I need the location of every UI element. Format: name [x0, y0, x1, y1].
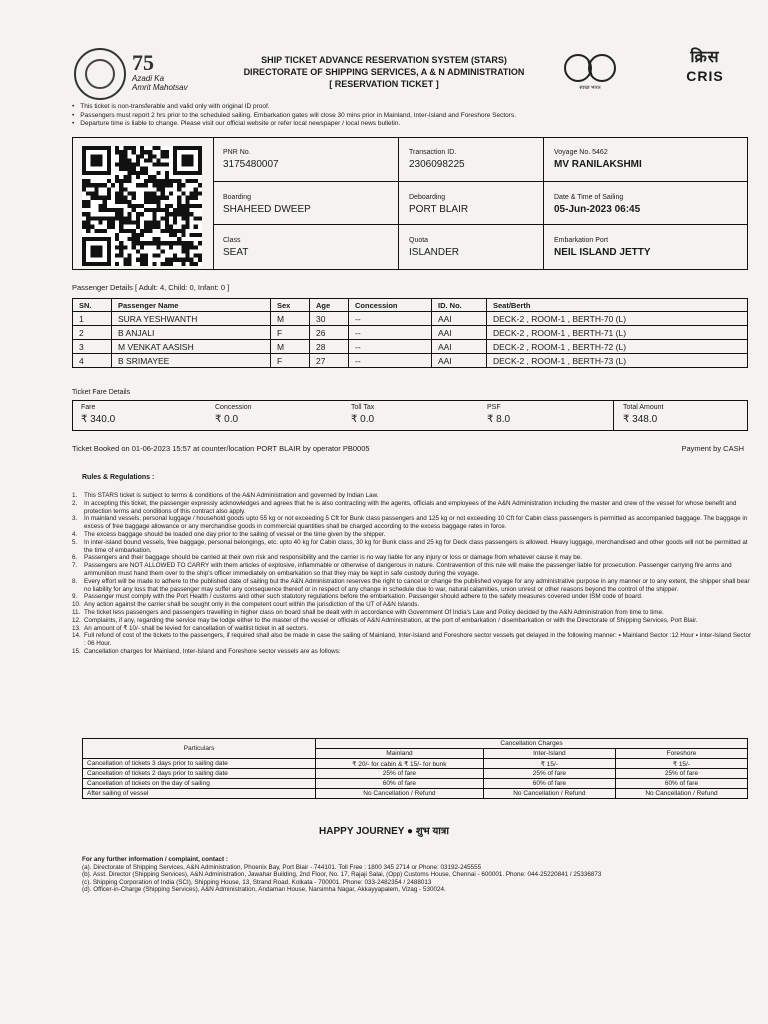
contact-line: (c). Shipping Corporation of India (SCI), Shipping House, 13, Strand Road, Kolkata - 700001. Phone: 033-2482354 / 2488013 [82, 878, 432, 886]
qr-code [82, 146, 202, 266]
rule-item: 15. Cancellation charges for Mainland, Inter-Island and Foreshore sector vessels are as follows: [72, 647, 341, 655]
col-header: Sex [271, 299, 310, 312]
rule-item: 9. Passenger must comply with the Port Health / customs and other such statutory regulations before the embarkation. Passenger should adhere to the safety measures covered under ISM code of board. [72, 593, 643, 601]
table-row: After sailing of vessel No Cancellation / Refund No Cancellation / Refund No Cancellation / Refund [83, 789, 748, 799]
contact-line: (a). Directorate of Shipping Services, A&N Administration, Phoenix Bay, Port Blair - 744101. Toll Free : 1800 345 2714 or Phone: 03192-245555 [82, 863, 482, 871]
booking-info: Ticket Booked on 01-06-2023 15:57 at counter/location PORT BLAIR by operator PB0005 [72, 444, 370, 453]
col-header: Passenger Name [112, 299, 271, 312]
rule-item: 14. Full refund of cost of the tickets to the passengers, if required shall also be made in case the sailing of Mainland, Inter-Island and Foreshore sector vessels get delayed in the following manner: ▪ Mainland Sector :12 Hour ▪ Inter-Island Sector : 06 Hour. [72, 632, 752, 648]
table-row: 1 SURA YESHWANTH M 30 -- AAI DECK-2 , ROOM-1 , BERTH-70 (L) [73, 312, 748, 326]
rule-item: 6. Passengers and their baggage should be carried at their own risk and responsibility and the carrier is no way liable for any injury or loss or damage from whatever cause it may be. [72, 554, 583, 562]
header-line-2: DIRECTORATE OF SHIPPING SERVICES, A & N ADMINISTRATION [243, 67, 525, 77]
rule-item: 3. In mainland vessels, personal luggage / household goods upto 55 kg or not exceeding 5 Cft for Bunk class passengers and 125 kg or not exceeding 10 Cft for Cabin class passengers is permitted as accompanied baggage. The baggage in excess of free baggage allowance or any merchandise goods in commercial quantities shall be charged according to the excess baggage rates in force. [72, 515, 748, 531]
table-row: 3 M VENKAT AASISH M 28 -- AAI DECK-2 , ROOM-1 , BERTH-72 (L) [73, 340, 748, 354]
note-item: • This ticket is non-transferable and valid only with original ID proof. [72, 103, 712, 112]
rule-item: 12. Complaints, if any, regarding the service may be lodge either to the master of the vessel or officials of A&N Administration, at the port of embarkation / disembarkation or with the Directorate of Shipping Services, Port Blair. [72, 616, 698, 624]
col-header: Age [310, 299, 349, 312]
table-header-row: Particulars Cancellation Charges [83, 739, 748, 749]
payment-method: Payment by CASH [681, 444, 744, 453]
note-item: • Departure time is liable to change. Please visit our official website or refer local newspaper / local news bulletin. [72, 120, 712, 129]
contact-line: (d). Officer-in-Charge (Shipping Services), A&N Administration, Andaman House, Narsimha Nagar, Akkayyapalem, Vizag - 530024. [82, 886, 446, 894]
col-header: ID. No. [432, 299, 487, 312]
col-header: SN. [73, 299, 112, 312]
ticket-notes [72, 103, 712, 129]
col-header: Concession [349, 299, 432, 312]
table-row: Cancellation of tickets 3 days prior to sailing date ₹ 20/- for cabin & ₹ 15/- for bunk ₹ 15/- ₹ 15/- [83, 759, 748, 769]
passenger-details-label: Passenger Details [ Adult: 4, Child: 0, Infant: 0 ] [72, 283, 230, 292]
rule-item: 8. Every effort will be made to adhere to the published date of sailing but the A&N Administration reserves the right to cancel or change the published voyage for any administrative purpose in any manner or to any extent, the shipper shall bear no liability for any loss that the passenger may suffer any consequence thereof or in respect of any change in schedule due to war, natural calamities, union unrest or other reasons beyond the control of the shipper. [72, 577, 750, 593]
contact-info [82, 856, 762, 894]
rule-item: 4. The excess baggage should be loaded one day prior to the sailing of vessel or the time given by the shipper. [72, 530, 386, 538]
psf-cell: PSF ₹ 8.0 [487, 404, 511, 425]
fare-cell: Fare ₹ 340.0 [81, 404, 116, 425]
class-cell: Class SEAT [223, 237, 249, 258]
table-header-row: Mainland Inter-Island Foreshore [83, 749, 748, 759]
note-item: • Passengers must report 2 hrs prior to the scheduled sailing. Embarkation gates will close 30 mins prior in Mainland, Inter-Island and Foreshore Sectors. [72, 112, 712, 121]
rule-item: 10. Any action against the carrier shall be sought only in the competent court within the jurisdiction of the UT of A&N Islands. [72, 601, 420, 609]
rule-item: 1. This STARS ticket is subject to terms & conditions of the A&N Administration and governed by Indian Law. [72, 492, 379, 499]
quota-cell: Quota ISLANDER [409, 237, 460, 258]
azadi-ka-amrit-mahotsav-logo: 75 Azadi Ka Amrit Mahotsav [132, 50, 188, 92]
concession-cell: Concession ₹ 0.0 [215, 404, 252, 425]
sailing-cell: Date & Time of Sailing 05-Jun-2023 06:45 [554, 194, 641, 215]
class-value: SEAT [223, 247, 249, 258]
boarding-cell: Boarding SHAHEED DWEEP [223, 194, 311, 215]
rules-heading: Rules & Regulations : [82, 474, 155, 481]
vessel-value: MV RANILAKSHMI [554, 159, 642, 170]
quota-value: ISLANDER [409, 247, 460, 258]
voyage-cell: Voyage No. 5462 MV RANILAKSHMI [554, 149, 642, 170]
rule-item: 11. The ticket less passengers and passengers travelling in higher class on board shall be dealt with in accordance with Government Of India's Law and Policy decided by the A&N Administration from time to time. [72, 608, 664, 616]
pnr-cell: PNR No. 3175480007 [223, 149, 279, 170]
ticket-header [0, 54, 768, 90]
table-row: Cancellation of tickets 2 days prior to sailing date 25% of fare 25% of fare 25% of fare [83, 769, 748, 779]
embarkation-cell: Embarkation Port NEIL ISLAND JETTY [554, 237, 651, 258]
total-cell: Total Amount ₹ 348.0 [623, 404, 664, 425]
rule-item: 13. An amount of ₹ 10/- shall be levied for cancellation of waitlist ticket in all sectors. [72, 624, 309, 632]
table-row: Cancellation of tickets on the day of sailing 60% of fare 60% of fare 60% of fare [83, 779, 748, 789]
svg-text:स्वच्छ भारत: स्वच्छ भारत [579, 85, 601, 91]
transaction-value: 2306098225 [409, 159, 465, 170]
table-row: 4 B SRIMAYEE F 27 -- AAI DECK-2 , ROOM-1 , BERTH-73 (L) [73, 354, 748, 368]
passenger-table [72, 298, 748, 368]
header-line-1: SHIP TICKET ADVANCE RESERVATION SYSTEM (STARS) [261, 55, 507, 65]
table-row: 2 B ANJALI F 26 -- AAI DECK-2 , ROOM-1 , BERTH-71 (L) [73, 326, 748, 340]
contact-heading: For any further information / complaint, contact : [82, 856, 228, 863]
sailing-value: 05-Jun-2023 06:45 [554, 204, 641, 215]
rule-item: 7. Passengers are NOT ALLOWED TO CARRY with them articles of explosive, inflammable or otherwise of dangerous in nature. Contravention of this rule will make the passenger liable for prosecution. Passenger carrying fire arms and ammunition must hand them over to the ship's officer immediately on embarkation so that they may be kept in safe custody during the voyage. [72, 562, 732, 577]
swachh-bharat-logo [560, 52, 620, 92]
deboarding-value: PORT BLAIR [409, 204, 469, 215]
fare-section-label: Ticket Fare Details [72, 389, 131, 396]
header-line-3: [ RESERVATION TICKET ] [329, 79, 439, 89]
table-header-row [73, 299, 748, 312]
col-header: Seat/Berth [487, 299, 748, 312]
embarkation-value: NEIL ISLAND JETTY [554, 247, 651, 258]
happy-journey: HAPPY JOURNEY ● शुभ यात्रा [319, 826, 449, 837]
rule-item: 5. In inter-island bound vessels, free baggage, personal belongings, etc. upto 40 kg for Cabin class, 30 kg for Bunk class and 25 kg for Deck class passengers is allowed. Heavy luggage, merchandised and other goods will not be permitted at the time of embarkation. [72, 538, 748, 554]
contact-line: (b). Asst. Director (Shipping Services), A&N Administration, Jawahar Building, 2nd Floor, No. 17, Rajaji Salai, (Opp) Customs House, Chennai - 600001. Phone: 044-25220841 / 25336873 [82, 871, 602, 879]
rules-list [72, 492, 752, 656]
toll-cell: Toll Tax ₹ 0.0 [351, 404, 375, 425]
cris-logo: क्रिस CRIS [686, 49, 724, 84]
pnr-value: 3175480007 [223, 159, 279, 170]
deboarding-cell: Deboarding PORT BLAIR [409, 194, 469, 215]
fare-box [72, 400, 748, 431]
boarding-value: SHAHEED DWEEP [223, 204, 311, 215]
transaction-cell: Transaction ID. 2306098225 [409, 149, 465, 170]
rule-item: 2. In accepting this ticket, the passenger expressly acknowledges and agrees that he is also contracting with the agents, officials and employees of the A&N Administration including the master and crew of the vessel for whose benefit and protection terms and conditions of this contract also apply. [72, 499, 737, 515]
cancellation-table [82, 738, 748, 799]
